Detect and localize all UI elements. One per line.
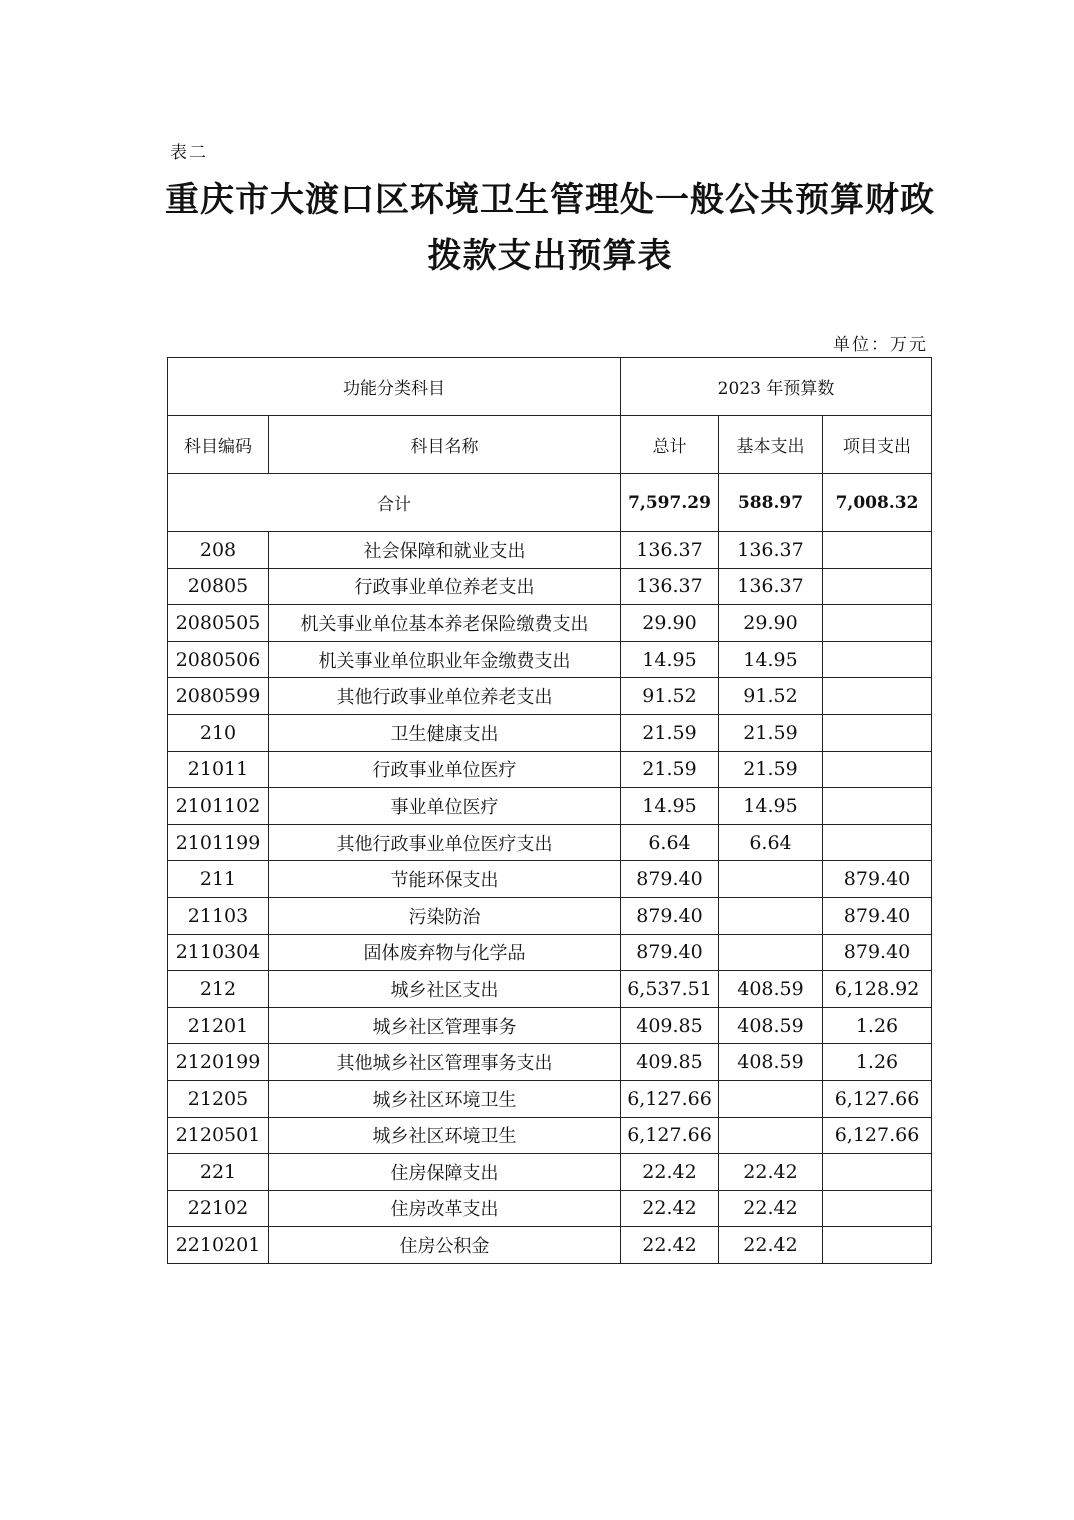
row-project [823, 532, 932, 569]
table-row [168, 824, 932, 861]
row-code: 212 [168, 971, 269, 1008]
row-code: 2101199 [168, 824, 269, 861]
header-code: 科目编码 [168, 416, 269, 474]
row-code: 20805 [168, 568, 269, 605]
table-row [168, 934, 932, 971]
row-total: 6,127.66 [621, 1080, 719, 1117]
row-code: 2210201 [168, 1227, 269, 1264]
row-name: 事业单位医疗 [269, 788, 621, 825]
row-total: 6.64 [621, 824, 719, 861]
row-project [823, 1190, 932, 1227]
budget-table [167, 357, 932, 1264]
row-code: 2120501 [168, 1117, 269, 1154]
row-project [823, 788, 932, 825]
row-total: 21.59 [621, 751, 719, 788]
row-project [823, 824, 932, 861]
header-name: 科目名称 [269, 416, 621, 474]
row-name: 节能环保支出 [269, 861, 621, 898]
table-row [168, 1044, 932, 1081]
row-name: 机关事业单位职业年金缴费支出 [269, 641, 621, 678]
row-name: 住房保障支出 [269, 1154, 621, 1191]
row-name: 城乡社区环境卫生 [269, 1080, 621, 1117]
row-basic: 29.90 [719, 605, 823, 642]
row-total: 22.42 [621, 1227, 719, 1264]
row-code: 21011 [168, 751, 269, 788]
row-name: 城乡社区环境卫生 [269, 1117, 621, 1154]
row-total: 6,537.51 [621, 971, 719, 1008]
row-name: 城乡社区支出 [269, 971, 621, 1008]
row-basic: 22.42 [719, 1190, 823, 1227]
document-title-line-1: 重庆市大渡口区环境卫生管理处一般公共预算财政 [165, 180, 935, 220]
table-row [168, 605, 932, 642]
row-project [823, 714, 932, 751]
table-row [168, 1190, 932, 1227]
table-row [168, 788, 932, 825]
row-name: 行政事业单位养老支出 [269, 568, 621, 605]
row-basic: 14.95 [719, 788, 823, 825]
row-total: 409.85 [621, 1044, 719, 1081]
total-basic: 588.97 [719, 474, 823, 532]
table-row [168, 1227, 932, 1264]
row-project: 879.40 [823, 897, 932, 934]
table-number-label: 表二 [170, 143, 208, 163]
row-basic [719, 1080, 823, 1117]
row-project: 6,127.66 [823, 1080, 932, 1117]
row-code: 2101102 [168, 788, 269, 825]
row-basic: 408.59 [719, 1044, 823, 1081]
row-name: 其他行政事业单位医疗支出 [269, 824, 621, 861]
row-basic [719, 934, 823, 971]
row-total: 14.95 [621, 641, 719, 678]
row-name: 机关事业单位基本养老保险缴费支出 [269, 605, 621, 642]
row-project [823, 751, 932, 788]
row-basic [719, 897, 823, 934]
row-total: 136.37 [621, 568, 719, 605]
row-project: 879.40 [823, 934, 932, 971]
row-total: 29.90 [621, 605, 719, 642]
header-function-category: 功能分类科目 [168, 358, 621, 416]
header-row-group [168, 358, 932, 416]
row-project: 6,127.66 [823, 1117, 932, 1154]
row-code: 2080505 [168, 605, 269, 642]
row-basic: 136.37 [719, 532, 823, 569]
row-code: 21201 [168, 1007, 269, 1044]
table-row [168, 568, 932, 605]
row-project [823, 568, 932, 605]
table-row [168, 714, 932, 751]
row-total: 879.40 [621, 861, 719, 898]
header-row-columns [168, 416, 932, 474]
row-name: 住房公积金 [269, 1227, 621, 1264]
table-row [168, 1117, 932, 1154]
row-code: 2080599 [168, 678, 269, 715]
row-code: 208 [168, 532, 269, 569]
document-title-line-2: 拨款支出预算表 [427, 236, 673, 276]
row-basic: 408.59 [719, 971, 823, 1008]
row-code: 211 [168, 861, 269, 898]
row-project: 879.40 [823, 861, 932, 898]
row-total: 879.40 [621, 897, 719, 934]
table-row [168, 897, 932, 934]
row-project: 6,128.92 [823, 971, 932, 1008]
row-basic: 136.37 [719, 568, 823, 605]
row-total: 22.42 [621, 1154, 719, 1191]
total-project: 7,008.32 [823, 474, 932, 532]
row-total: 136.37 [621, 532, 719, 569]
row-code: 2110304 [168, 934, 269, 971]
row-total: 6,127.66 [621, 1117, 719, 1154]
row-project: 1.26 [823, 1007, 932, 1044]
row-basic: 6.64 [719, 824, 823, 861]
total-label: 合计 [168, 474, 621, 532]
row-name: 污染防治 [269, 897, 621, 934]
row-code: 210 [168, 714, 269, 751]
row-project: 1.26 [823, 1044, 932, 1081]
table-row [168, 641, 932, 678]
row-basic: 21.59 [719, 714, 823, 751]
table-row [168, 678, 932, 715]
row-code: 22102 [168, 1190, 269, 1227]
row-total: 14.95 [621, 788, 719, 825]
row-total: 91.52 [621, 678, 719, 715]
row-basic [719, 861, 823, 898]
row-code: 2080506 [168, 641, 269, 678]
row-basic [719, 1117, 823, 1154]
row-code: 221 [168, 1154, 269, 1191]
row-name: 其他行政事业单位养老支出 [269, 678, 621, 715]
row-basic: 14.95 [719, 641, 823, 678]
table-row [168, 1080, 932, 1117]
row-basic: 22.42 [719, 1227, 823, 1264]
row-basic: 21.59 [719, 751, 823, 788]
row-basic: 91.52 [719, 678, 823, 715]
row-project [823, 1154, 932, 1191]
row-total: 409.85 [621, 1007, 719, 1044]
row-project [823, 605, 932, 642]
header-total: 总计 [621, 416, 719, 474]
header-budget-year: 2023 年预算数 [621, 358, 932, 416]
header-project: 项目支出 [823, 416, 932, 474]
row-name: 社会保障和就业支出 [269, 532, 621, 569]
row-name: 卫生健康支出 [269, 714, 621, 751]
row-basic: 408.59 [719, 1007, 823, 1044]
table-row [168, 1154, 932, 1191]
row-code: 21205 [168, 1080, 269, 1117]
table-row [168, 1007, 932, 1044]
row-name: 固体废弃物与化学品 [269, 934, 621, 971]
unit-label: 单位：万元 [833, 335, 928, 355]
row-basic: 22.42 [719, 1154, 823, 1191]
row-project [823, 1227, 932, 1264]
row-project [823, 641, 932, 678]
row-project [823, 678, 932, 715]
row-total: 22.42 [621, 1190, 719, 1227]
table-row [168, 532, 932, 569]
header-basic: 基本支出 [719, 416, 823, 474]
row-total: 879.40 [621, 934, 719, 971]
row-code: 21103 [168, 897, 269, 934]
table-row [168, 751, 932, 788]
row-code: 2120199 [168, 1044, 269, 1081]
row-total: 21.59 [621, 714, 719, 751]
table-row [168, 971, 932, 1008]
total-sum: 7,597.29 [621, 474, 719, 532]
total-row [168, 474, 932, 532]
table-row [168, 861, 932, 898]
row-name: 住房改革支出 [269, 1190, 621, 1227]
row-name: 城乡社区管理事务 [269, 1007, 621, 1044]
row-name: 行政事业单位医疗 [269, 751, 621, 788]
row-name: 其他城乡社区管理事务支出 [269, 1044, 621, 1081]
